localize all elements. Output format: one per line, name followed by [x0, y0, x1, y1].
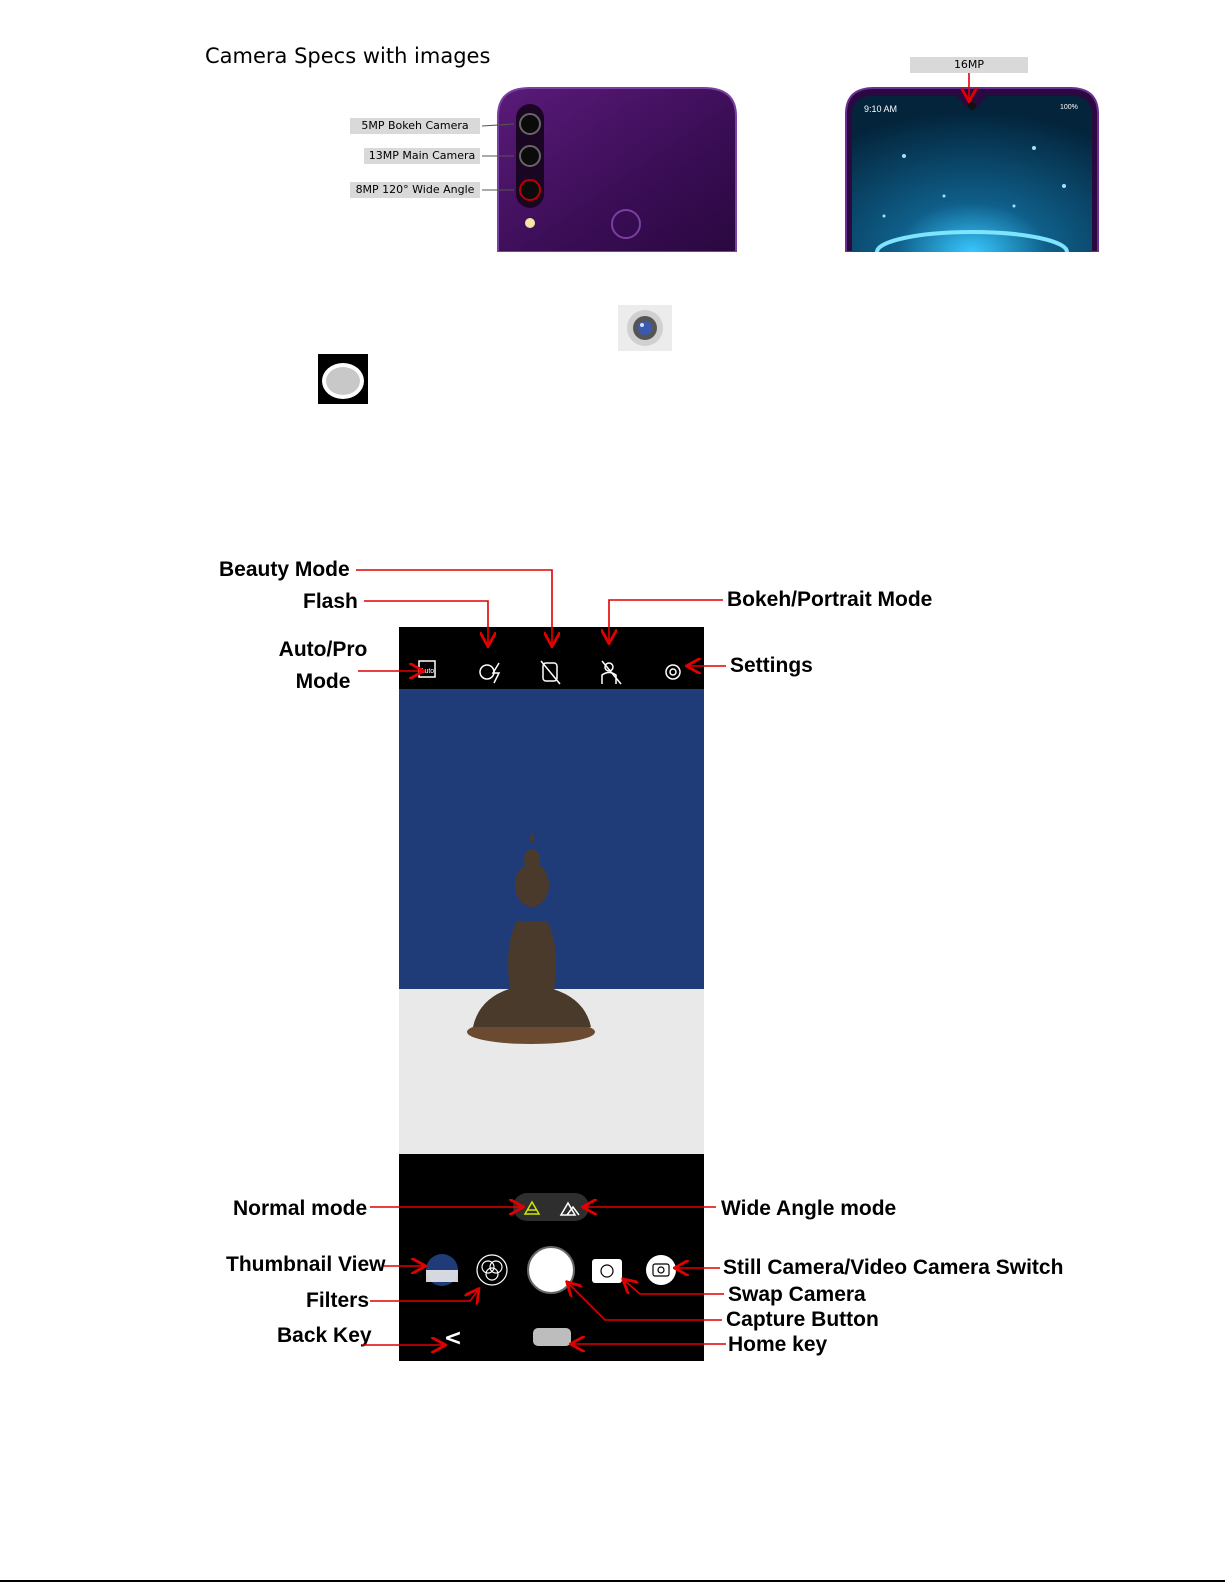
- label-flash: Flash: [303, 590, 358, 613]
- label-home-key: Home key: [728, 1333, 828, 1356]
- auto-icon-text: Auto: [419, 668, 435, 675]
- label-filters: Filters: [306, 1289, 370, 1312]
- label-swap-camera: Swap Camera: [728, 1283, 866, 1306]
- label-settings: Settings: [730, 654, 813, 677]
- label-wide-angle-mode: Wide Angle mode: [721, 1197, 897, 1220]
- spec-label-wide: 8MP 120° Wide Angle: [350, 182, 480, 198]
- spec-label-bokeh: 5MP Bokeh Camera: [350, 118, 480, 134]
- label-thumbnail-view: Thumbnail View: [226, 1253, 386, 1276]
- label-auto-pro-line1: Auto/Pro: [278, 638, 368, 661]
- label-capture-button: Capture Button: [726, 1308, 879, 1331]
- label-normal-mode: Normal mode: [233, 1197, 368, 1220]
- label-still-video-switch: Still Camera/Video Camera Switch: [723, 1256, 1064, 1279]
- label-bokeh-portrait: Bokeh/Portrait Mode: [727, 588, 933, 611]
- spec-label-main: 13MP Main Camera: [364, 148, 480, 164]
- spec-label-front: 16MP: [910, 57, 1028, 73]
- page-title: Camera Specs with images: [205, 44, 491, 68]
- back-key-glyph: <: [443, 1326, 463, 1351]
- front-status-battery: 100%: [1060, 104, 1078, 111]
- label-auto-pro-line2: Mode: [295, 670, 351, 693]
- label-beauty-mode: Beauty Mode: [219, 558, 350, 581]
- front-status-time: 9:10 AM: [864, 104, 898, 114]
- label-back-key: Back Key: [277, 1324, 372, 1347]
